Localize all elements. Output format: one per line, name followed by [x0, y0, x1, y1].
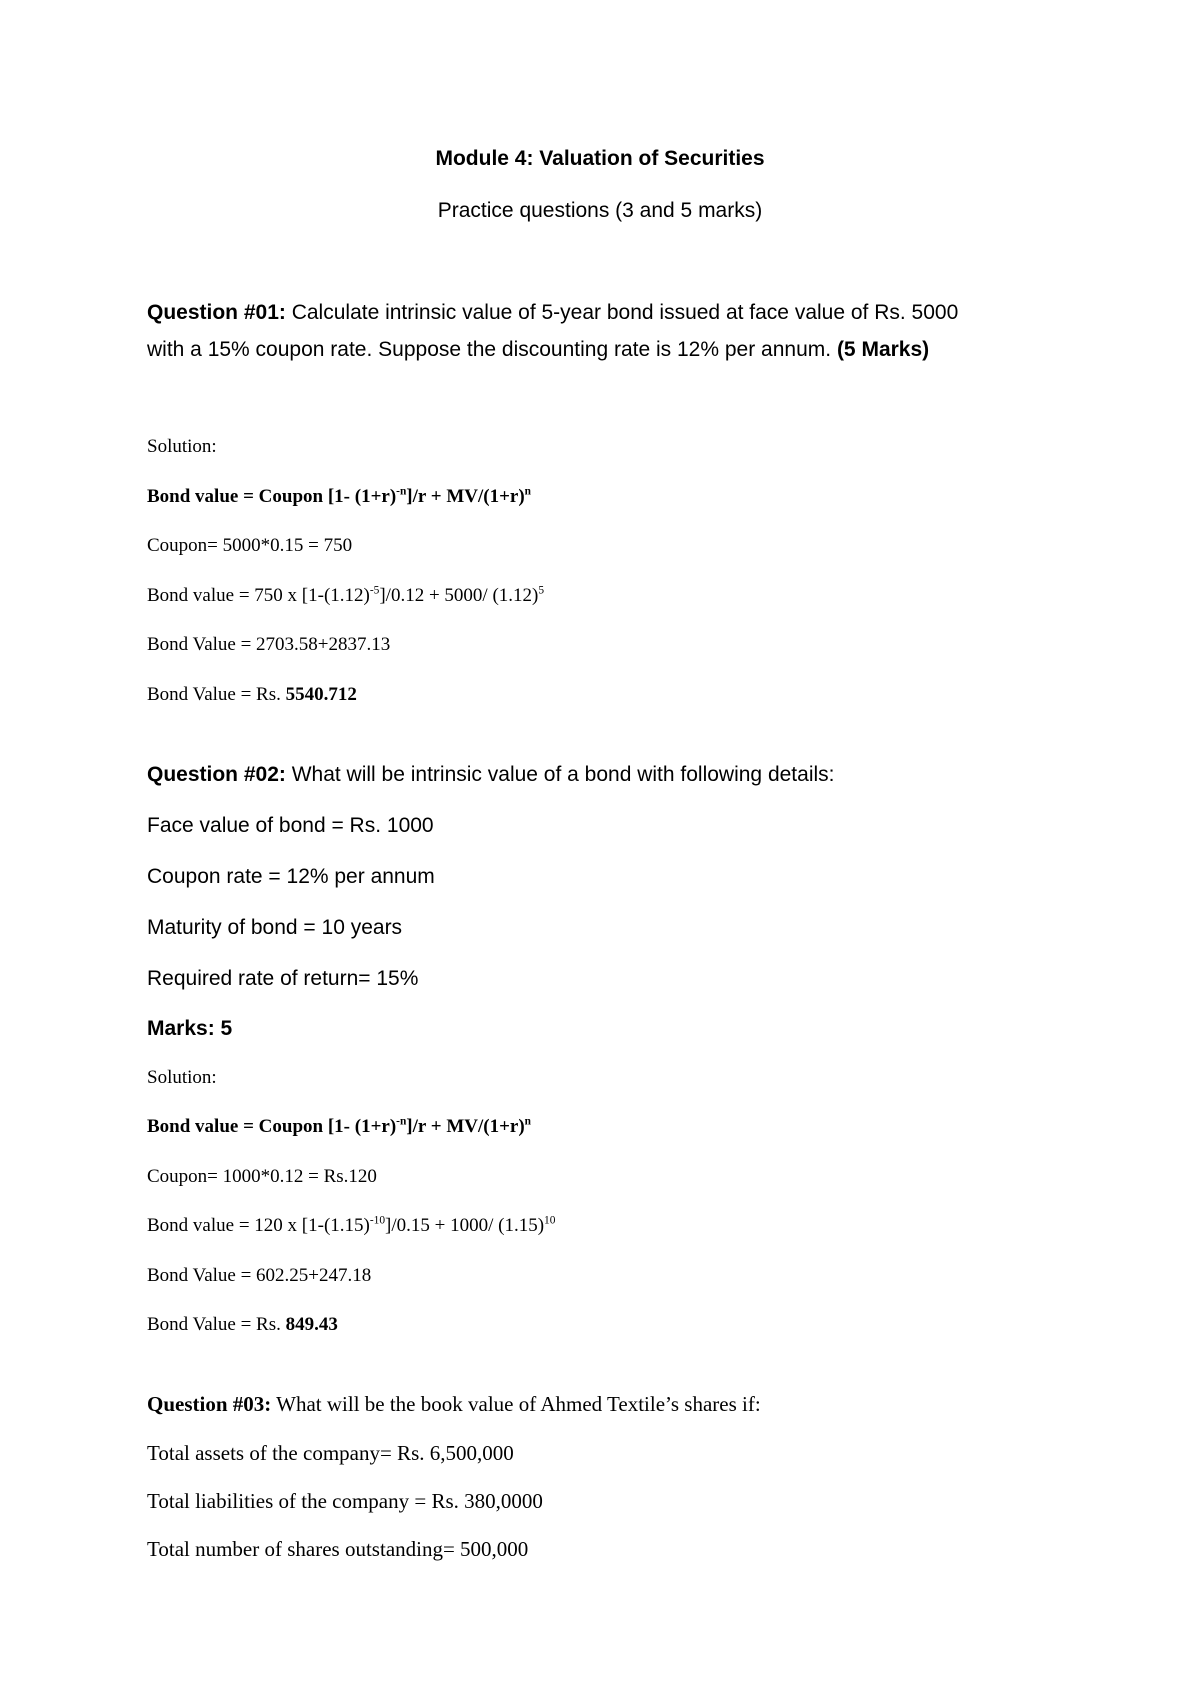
q2-result-value: 849.43 — [285, 1314, 338, 1335]
question-2-line — [147, 762, 834, 787]
q2-detail-face-value: Face value of bond = Rs. 1000 — [147, 814, 434, 837]
q2-detail-coupon-rate: Coupon rate = 12% per annum — [147, 865, 435, 888]
q1-result-line: Bond Value = Rs. 5540.712 — [147, 684, 357, 705]
q1-formula: Bond value = Coupon [1- $(1+r)^{-n}]/r + MV/(1+r)^n$ — [147, 485, 532, 507]
question-1-label: Question #01: — [147, 301, 286, 324]
q3-detail-total-assets: Total assets of the company= Rs. 6,500,000 — [147, 1441, 514, 1465]
q1-result-value: 5540.712 — [285, 684, 357, 705]
question-3-line — [147, 1392, 761, 1417]
q3-detail-shares-outstanding: Total number of shares outstanding= 500,000 — [147, 1537, 529, 1561]
page-title: Module 4: Valuation of Securities — [435, 147, 765, 170]
question-3-label: Question #03: — [147, 1392, 272, 1416]
q2-solution-label: Solution: — [147, 1067, 217, 1088]
q2-result-line: Bond Value = Rs. 849.43 — [147, 1314, 338, 1335]
question-1-line-1 — [147, 300, 958, 325]
q1-coupon-line: Coupon= 5000*0.15 = 750 — [147, 535, 353, 556]
q2-detail-required-return: Required rate of return= 15% — [147, 967, 419, 990]
question-2-text: What will be intrinsic value of a bond with following details: — [285, 763, 835, 786]
q2-sum-line: Bond Value = 602.25+247.18 — [147, 1265, 372, 1286]
q1-solution-label: Solution: — [147, 436, 217, 457]
q2-marks: Marks: 5 — [147, 1017, 233, 1040]
q2-coupon-line: Coupon= 1000*0.12 = Rs.120 — [147, 1166, 377, 1187]
question-3-text: What will be the book value of Ahmed Textile’s shares if: — [271, 1392, 761, 1416]
q2-formula: Bond value = Coupon [1- $(1+r)^{-n}]/r + MV/(1+r)^n$ — [147, 1115, 532, 1137]
q1-sum-line: Bond Value = 2703.58+2837.13 — [147, 634, 391, 655]
q2-detail-maturity: Maturity of bond = 10 years — [147, 916, 403, 939]
question-1-marks: (5 Marks) — [836, 338, 930, 361]
q3-detail-total-liabilities: Total liabilities of the company = Rs. 380,0000 — [147, 1489, 543, 1513]
q2-calc-line: Bond value = 120 x $[1-(1.15)^{-10}]/0.15 + 1000/$ $(1.15)^{10}$ — [147, 1214, 556, 1236]
question-1-line-2 — [147, 337, 929, 362]
question-2-label: Question #02: — [147, 763, 286, 786]
q1-calc-line: Bond value = 750 x $[1-(1.12)^{-5}]/0.12 + 5000/$ $(1.12)^5$ — [147, 584, 545, 606]
question-1-text: Calculate intrinsic value of 5-year bond issued at face value of Rs. 5000 — [285, 301, 959, 324]
question-1-text-2: with a 15% coupon rate. Suppose the discounting rate is 12% per annum. — [147, 338, 837, 361]
page-subtitle: Practice questions (3 and 5 marks) — [437, 199, 763, 222]
